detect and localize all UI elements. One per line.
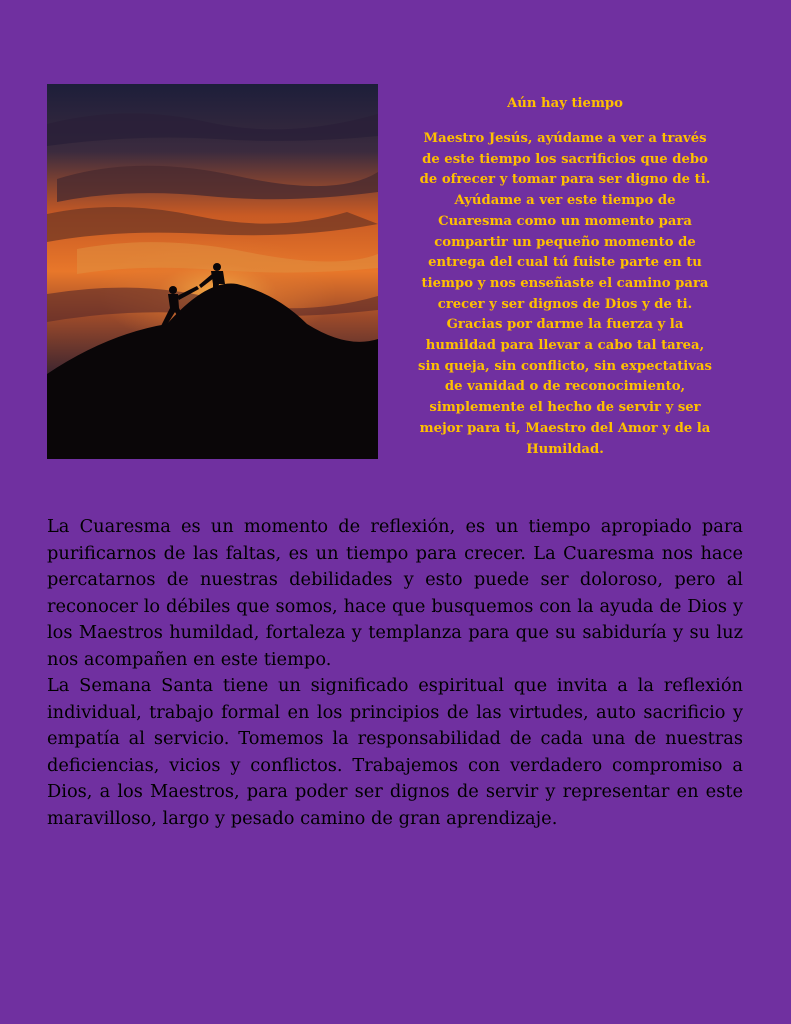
poem-line: de este tiempo los sacrificios que debo [422,151,708,167]
poem [392,95,738,460]
poem-line: compartir un pequeño momento de [434,234,696,250]
poem-line: crecer y ser dignos de Dios y de ti. [437,296,693,312]
poem-line: Cuaresma como un momento para [438,213,692,229]
poem-line: sin queja, sin conflicto, sin expectativas [418,358,712,374]
poem-line: Humildad. [526,441,604,457]
poem-line: Maestro Jesús, ayúdame a ver a través [423,131,707,146]
paragraph-lent: La Cuaresma es un momento de reflexión, es un tiempo apropiado para purificarnos de las faltas, es un tiempo para crecer. La Cuaresma nos hace percatarnos de nuestras debilidades y esto puede ser doloroso, pero al reconocer lo débiles que somos, hace que busquemos con la ayuda de Dios y los Maestros humildad, fortaleza y templanza para que su sabiduría y su luz nos acompañen en este tiempo. [47,516,743,670]
poem-line: tiempo y nos enseñaste el camino para [421,275,709,291]
paragraph-holy-week: La Semana Santa tiene un significado espiritual que invita a la reflexión individual, trabajo formal en los principios de las virtudes, auto sacrificio y empatía al servicio. Tomemos la responsabilidad de cada una de nuestras deficiencias, vicios y conflictos. Trabajemos con verdadero compromiso a Dios, a los Maestros, para poder ser dignos de servir y representar en este maravilloso, largo y pesado camino de gran aprendizaje. [47,675,743,829]
body-text [47,514,743,832]
poem-line: entrega del cual tú fuiste parte en tu [428,255,702,271]
poem-line: de vanidad o de reconocimiento, [444,379,686,395]
poem-line: de ofrecer y tomar para ser digno de ti. [419,172,711,188]
sunset-climbers-image [47,84,378,459]
poem-line: Ayúdame a ver este tiempo de [454,193,676,209]
poem-line: mejor para ti, Maestro del Amor y de la [419,420,711,436]
poem-line: Gracias por darme la fuerza y la [446,317,684,333]
poem-line: humildad para llevar a cabo tal tarea, [425,338,705,354]
poem-title: Aún hay tiempo [507,96,623,111]
poem-line: simplemente el hecho de servir y ser [429,400,701,416]
